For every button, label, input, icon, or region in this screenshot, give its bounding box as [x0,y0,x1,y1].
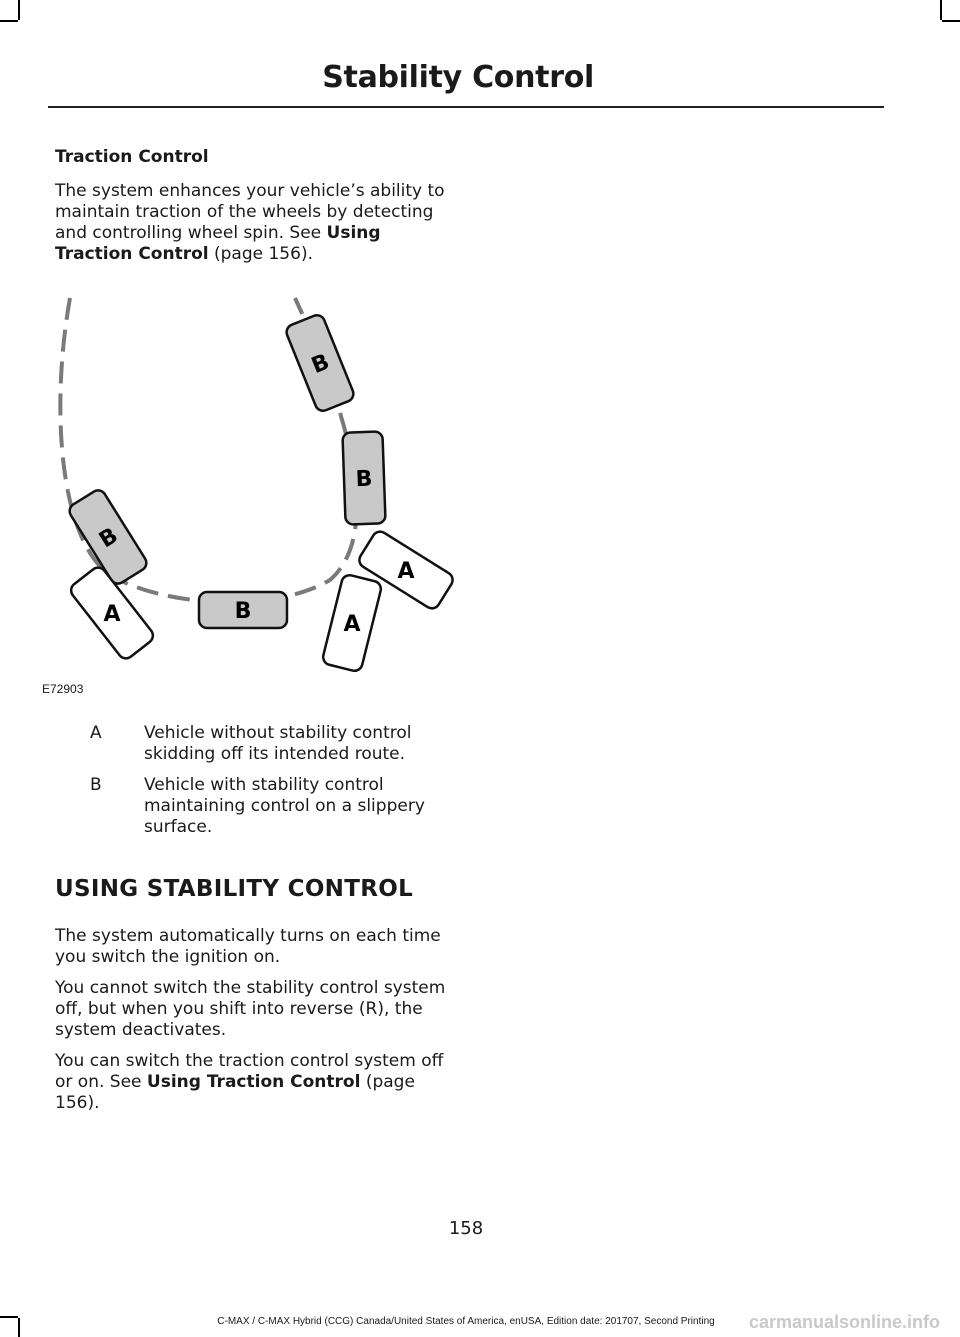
traction-link[interactable]: Using Traction Control [146,1072,361,1092]
traction-link[interactable]: Using Traction Control [55,223,381,264]
vehicle-a [321,574,382,673]
traction-paragraph [55,181,455,265]
figure-id: E72903 [42,682,84,696]
vehicle-b [342,431,385,524]
legend-key: B [90,775,102,795]
footer-edition: C-MAX / C-MAX Hybrid (CCG) Canada/United States of America, enUSA, Edition date: 201707, Second Printing [217,1316,715,1327]
traction-text: The system enhances your vehicle’s ability to maintain traction of the wheels by detecting and controlling wheel spin. See [55,181,445,243]
section-paragraph-3 [55,1051,455,1114]
page-title: Stability Control [322,60,594,95]
vehicle-b-label: B [355,466,373,493]
traction-heading: Traction Control [55,147,209,167]
vehicle-b [199,592,287,628]
vehicle-a-label: A [343,612,361,637]
vehicle-a [68,564,156,661]
vehicle-a-label: A [103,602,121,627]
page-number: 158 [448,1218,484,1239]
legend-text: Vehicle with stability control maintaining control on a slippery surface. [144,775,425,837]
section-text: You can switch the traction control system off or on. See [55,1051,444,1092]
vehicle-b-label: B [95,523,123,554]
watermark: carmanualsonline.info [748,1312,940,1332]
crop-mark [18,0,20,20]
vehicle-a-label: A [397,559,415,584]
legend-text: Vehicle without stability control skidding off its intended route. [144,723,412,764]
legend-key: A [90,723,102,743]
vehicle-b [284,313,356,413]
section-paragraph-1: The system automatically turns on each time you switch the ignition on. [55,926,441,967]
crop-mark [0,20,18,22]
header-divider [48,106,884,108]
crop-mark [940,0,942,20]
section-page-ref: (page 156). [55,1072,415,1113]
stability-diagram [40,290,460,700]
traction-page-ref: (page 156). [208,244,313,264]
vehicle-b [67,487,150,586]
section-heading: USING STABILITY CONTROL [55,876,414,902]
section-paragraph-2: You cannot switch the stability control system off, but when you shift into reverse (R), the system deactivates. [55,978,446,1040]
vehicle-b-label: B [234,599,252,624]
crop-mark [942,20,960,22]
vehicle-b-label: B [308,349,334,380]
